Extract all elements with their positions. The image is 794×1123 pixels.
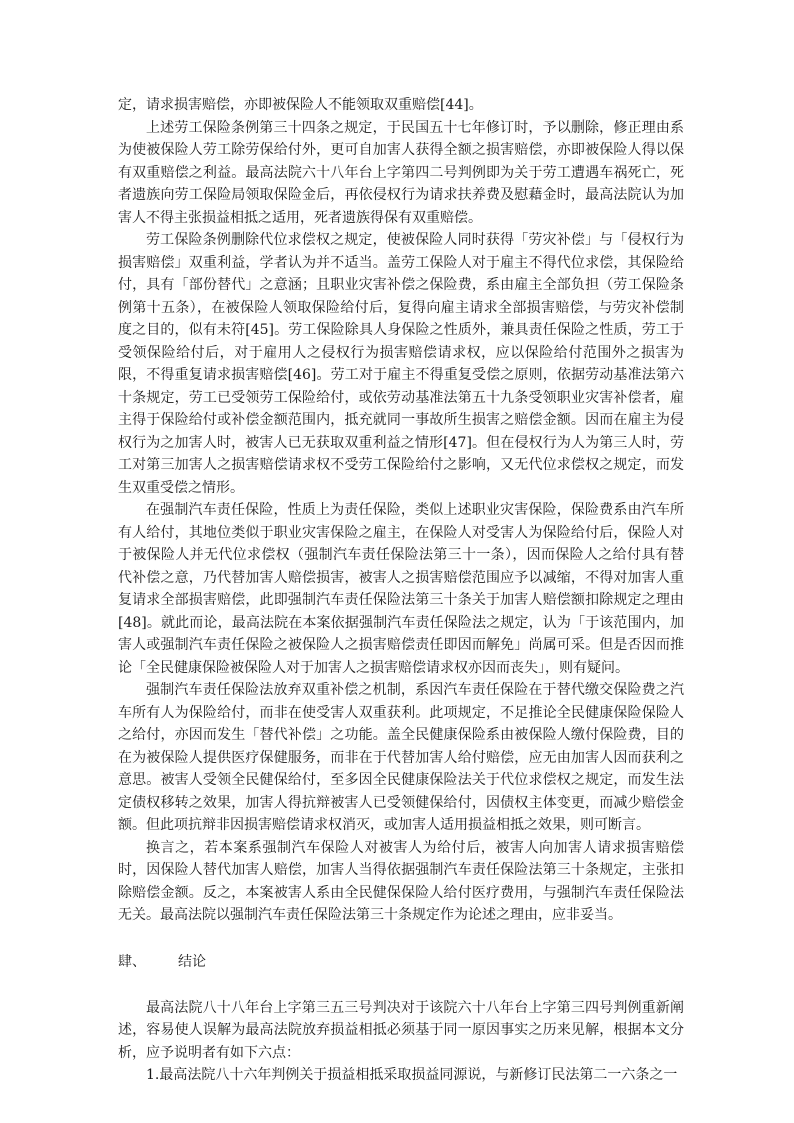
section-number: 肆、	[118, 953, 146, 970]
paragraph-labor-insurance-amendment: 上述劳工保险条例第三十四条之规定，于民国五十七年修订时，予以删除，修正理由系为使被保险人劳工除劳保给付外，更可自加害人获得全额之损害赔偿，亦即被保险人得以保有双重赔偿之利益。最高法院六十八年台上字第四二号判例即为关于劳工遭遇车祸死亡，死者遗族向劳工保险局领取保险金后，再依侵权行为请求扶养费及慰藉金时，最高法院认为加害人不得主张损益相抵之适用，死者遗族得保有双重赔偿。	[118, 119, 684, 226]
section-heading-conclusion	[118, 951, 684, 973]
document-body	[118, 94, 684, 1087]
paragraph-conclusion-intro: 最高法院八十八年台上字第三五三号判决对于该院六十八年台上字第三四号判例重新阐述，容易使人误解为最高法院放弃损益相抵必须基于同一原因事实之历来见解，根据本文分析，应予说明者有如下六点：	[118, 999, 684, 1061]
paragraph-summary: 换言之，若本案系强制汽车保险人对被害人为给付后，被害人向加害人请求损害赔偿时，因保险人替代加害人赔偿，加害人当得依据强制汽车责任保险法第三十条规定，主张扣除赔偿金额。反之，本案被害人系由全民健保保险人给付医疗费用，与强制汽车责任保险法无关。最高法院以强制汽车责任保险法第三十条规定作为论述之理由，应非妥当。	[118, 839, 684, 923]
section-title: 结论	[178, 953, 206, 970]
paragraph-continuation: 定，请求损害赔偿，亦即被保险人不能领取双重赔偿[44]。	[118, 97, 483, 113]
paragraph-health-insurance-comparison: 强制汽车责任保险法放弃双重补偿之机制，系因汽车责任保险在于替代缴交保险费之汽车所有人为保险给付，而非在使受害人双重获利。此项规定，不足推论全民健康保险保险人之给付，亦因而发生「替代补偿」之功能。盖全民健康保险系由被保险人缴付保险费，目的在为被保险人提供医疗保健服务，而非在于代替加害人给付赔偿，应无由加害人因而获利之意思。被害人受领全民健保给付，至多因全民健康保险法关于代位求偿权之规定，而发生法定债权移转之效果，加害人得抗辩被害人已受领健保给付，因债权主体变更，而减少赔偿金额。但此项抗辩非因损害赔偿请求权消灭，或加害人适用损益相抵之效果，则可断言。	[118, 682, 684, 833]
paragraph-double-benefit-critique: 劳工保险条例删除代位求偿权之规定，使被保险人同时获得「劳灾补偿」与「侵权行为损害赔偿」双重利益，学者认为并不适当。盖劳工保险人对于雇主不得代位求偿，其保险给付，具有「部份替代」之意涵；且职业灾害补偿之保险费，系由雇主全部负担（劳工保险条例第十五条），在被保险人领取保险给付后，复得向雇主请求全部损害赔偿，与劳灾补偿制度之目的，似有未符[45]。劳工保险除具人身保险之性质外，兼具责任保险之性质，劳工于受领保险给付后，对于雇用人之侵权行为损害赔偿请求权，应以保险给付范围外之损害为限，不得重复请求损害赔偿[46]。劳工对于雇主不得重复受偿之原则，依据劳动基准法第六十条规定，劳工已受领劳工保险给付，或依劳动基准法第五十九条受领职业灾害补偿者，雇主得于保险给付或补偿金额范围内，抵充就同一事故所生损害之赔偿金额。因而在雇主为侵权行为之加害人时，被害人已无获取双重利益之情形[47]。但在侵权行为人为第三人时，劳工对第三加害人之损害赔偿请求权不受劳工保险给付之影响，又无代位求偿权之规定，而发生双重受偿之情形。	[118, 232, 684, 496]
paragraph-compulsory-auto-insurance: 在强制汽车责任保险，性质上为责任保险，类似上述职业灾害保险，保险费系由汽车所有人给付，其地位类似于职业灾害保险之雇主，在保险人对受害人为保险给付后，保险人对于被保险人并无代位求偿权（强制汽车责任保险法第三十一条），因而保险人之给付具有替代补偿之意，乃代替加害人赔偿损害，被害人之损害赔偿范围应予以减缩，不得对加害人重复请求全部损害赔偿，此即强制汽车责任保险法第三十条关于加害人赔偿额扣除规定之理由[48]。就此而论，最高法院在本案依据强制汽车责任保险法之规定，认为「于该范围内，加害人或强制汽车责任保险之被保险人之损害赔偿责任即因而解免」尚属可采。但是否因而推论「全民健康保险被保险人对于加害人之损害赔偿请求权亦因而丧失」，则有疑问。	[118, 502, 684, 676]
conclusion-list-item-1: 1.最高法院八十六年判例关于损益相抵采取损益同源说，与新修订民法第二一六条之一	[146, 1067, 678, 1083]
